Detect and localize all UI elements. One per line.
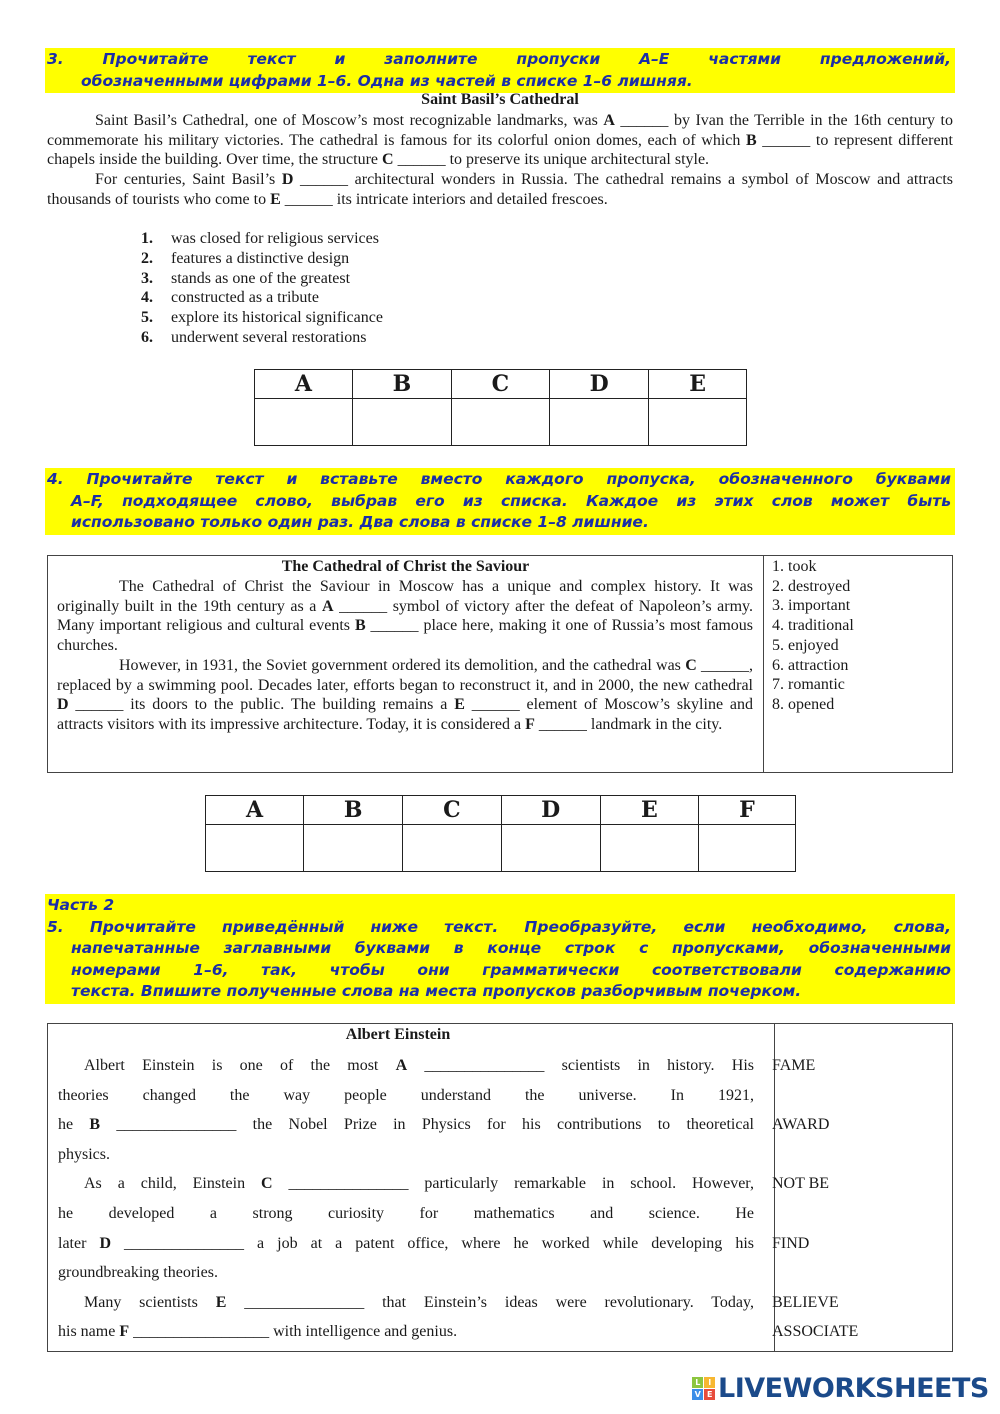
- text-segment: _______________ scientists in history. His: [407, 1057, 755, 1074]
- answer-input-e[interactable]: [649, 412, 746, 435]
- option-number: 4.: [141, 289, 153, 307]
- key-word: FAME: [772, 1057, 816, 1074]
- text-row: [48, 1258, 954, 1288]
- task4-instruction: [45, 468, 955, 535]
- gap-letter: F: [525, 715, 535, 733]
- text-row: [48, 1051, 954, 1081]
- answer-header-b: B: [304, 796, 403, 825]
- key-word: [762, 1199, 772, 1229]
- row-text: [48, 1317, 762, 1347]
- gap-letter: B: [89, 1116, 101, 1134]
- gap-letter: E: [454, 696, 465, 714]
- task3-instruction: [45, 48, 955, 93]
- text-segment: ______ to represent different chapels inside the building. Over time, the structure: [47, 131, 954, 169]
- option-number: 6.: [141, 328, 153, 346]
- text-segment: Saint Basil’s Cathedral, one of Moscow’s most recognizable landmarks, was: [95, 112, 604, 129]
- gap-letter: D: [57, 696, 69, 714]
- answer-cell-b[interactable]: [352, 399, 451, 446]
- logo-cube-icon: L I V E: [692, 1377, 715, 1400]
- answer-cell-e[interactable]: [600, 825, 698, 872]
- answer-cell-a[interactable]: [206, 825, 304, 872]
- text-row: [48, 1288, 954, 1318]
- option-text: explore its historical significance: [171, 309, 383, 327]
- task3-options: [141, 229, 383, 348]
- instruction-line: текста. Впишите полученные слова на места пропусков разборчивым почерком.: [71, 982, 802, 1000]
- part2-rows: [48, 1051, 954, 1347]
- text-row: [48, 1081, 954, 1111]
- gap-letter: C: [685, 656, 697, 674]
- answer-cell-e[interactable]: [649, 399, 747, 446]
- paragraph: [57, 656, 753, 735]
- instruction-line: использовано только один раз. Два слова в списке 1–8 лишние.: [71, 513, 649, 531]
- word-option: 2. destroyed: [772, 577, 851, 595]
- text-segment: he: [58, 1116, 90, 1134]
- answer-input-a[interactable]: [255, 412, 352, 435]
- answer-header-e: E: [600, 796, 698, 825]
- text-segment: However, in 1931, the Soviet government ordered its demolition, and the cathedral was: [119, 656, 686, 674]
- text-segment: his name: [58, 1323, 120, 1341]
- option-number: 5.: [141, 309, 153, 327]
- answer-header-b: B: [352, 370, 451, 399]
- text-segment: theories changed the way people understand the universe. In 1921,: [58, 1086, 754, 1104]
- row-text: [48, 1051, 762, 1081]
- text-row: [48, 1199, 954, 1229]
- gap-letter: C: [382, 151, 394, 169]
- text-segment: ______ landmark in the city.: [534, 715, 723, 733]
- answer-input-d[interactable]: [502, 838, 600, 861]
- task4-text: [57, 577, 753, 735]
- text-row: [48, 1140, 954, 1170]
- gap-letter: A: [395, 1057, 408, 1074]
- instruction-line: номерами 1–6, так, чтобы они грамматически соответствовали содержанию: [71, 960, 951, 979]
- option-text: constructed as a tribute: [171, 289, 319, 307]
- answer-cell-c[interactable]: [403, 825, 501, 872]
- word-option: 3. important: [772, 597, 851, 615]
- text-segment: physics.: [58, 1145, 110, 1163]
- text-segment: ______ its doors to the public. The building remains a: [68, 696, 455, 714]
- option-text: stands as one of the greatest: [171, 269, 351, 287]
- paragraph: [47, 111, 953, 170]
- option-item: [141, 269, 383, 289]
- row-text: [48, 1288, 762, 1318]
- text-row: [48, 1110, 954, 1140]
- answer-header-c: C: [451, 370, 549, 399]
- answer-cell-f[interactable]: [698, 825, 795, 872]
- answer-header-f: F: [698, 796, 795, 825]
- option-item: [141, 308, 383, 328]
- answer-input-b[interactable]: [304, 838, 402, 861]
- answer-input-e[interactable]: [601, 838, 698, 861]
- row-text: [48, 1081, 762, 1111]
- text-row: [48, 1317, 954, 1347]
- answer-header-c: C: [403, 796, 501, 825]
- part2-instruction: [45, 894, 955, 1004]
- row-text: [48, 1229, 762, 1259]
- text-segment: ______ symbol of victory after the defeat of Napoleon’s army. Many important religious and cultural events: [57, 597, 754, 635]
- text-row: [48, 1229, 954, 1259]
- text-segment: _______________ a job at a patent office, where he worked while developing his: [111, 1234, 754, 1252]
- key-word: [762, 1140, 772, 1170]
- option-item: [141, 328, 383, 348]
- answer-cell-d[interactable]: [501, 825, 600, 872]
- answer-header-a: A: [255, 370, 353, 399]
- answer-input-c[interactable]: [452, 412, 549, 435]
- word-option: 8. opened: [772, 695, 835, 713]
- answer-input-b[interactable]: [353, 412, 451, 435]
- answer-cell-c[interactable]: [451, 399, 549, 446]
- answer-input-a[interactable]: [206, 838, 303, 861]
- key-word: AWARD: [772, 1116, 830, 1134]
- text-segment: ______ its intricate interiors and detailed frescoes.: [280, 190, 608, 208]
- row-text: [48, 1258, 762, 1288]
- text-segment: Many scientists: [84, 1293, 216, 1311]
- gap-letter: C: [261, 1175, 273, 1193]
- answer-input-c[interactable]: [403, 838, 500, 861]
- text-segment: _______________ the Nobel Prize in Physics for his contributions to theoretical: [100, 1116, 754, 1134]
- answer-cell-b[interactable]: [304, 825, 403, 872]
- key-word: [762, 1081, 772, 1111]
- paragraph: [47, 170, 953, 209]
- task4-answer-table: [205, 795, 796, 872]
- text-segment: later: [58, 1234, 100, 1252]
- instruction-line: 3. Прочитайте текст и заполните пропуски А–Е частями предложений,: [47, 50, 951, 68]
- word-option: 1. took: [772, 558, 817, 575]
- option-number: 3.: [141, 269, 153, 287]
- option-item: [141, 249, 383, 269]
- task4-title: The Cathedral of Christ the Saviour: [281, 558, 530, 575]
- instruction-line: напечатанные заглавными буквами в конце строк с пропусками, обозначенными: [71, 939, 951, 957]
- answer-cell-d[interactable]: [550, 399, 649, 446]
- row-text: [48, 1140, 762, 1170]
- part2-title: Albert Einstein: [345, 1026, 451, 1043]
- text-segment: The Cathedral of Christ the Saviour in Moscow has a unique and complex history. It was originally built in the 19th century as a: [57, 578, 753, 615]
- answer-header-a: A: [206, 796, 304, 825]
- row-text: [48, 1110, 762, 1140]
- key-word: BELIEVE: [772, 1293, 839, 1311]
- text-segment: _______________ that Einstein’s ideas were revolutionary. Today,: [226, 1293, 754, 1311]
- task4-word-list: [772, 557, 854, 715]
- gap-letter: D: [281, 171, 294, 189]
- text-segment: For centuries, Saint Basil’s: [95, 171, 282, 189]
- word-option: 7. romantic: [772, 676, 845, 694]
- text-segment: groundbreaking theories.: [58, 1264, 218, 1282]
- text-segment: ______ architectural wonders in Russia. The cathedral remains a symbol of Moscow and attracts thousands of tourists who come to: [47, 171, 953, 208]
- key-word: NOT BE: [772, 1175, 830, 1193]
- option-number: 2.: [141, 249, 153, 267]
- option-text: was closed for religious services: [171, 230, 379, 247]
- text-segment: Albert Einstein is one of the most: [84, 1057, 396, 1074]
- gap-letter: B: [746, 131, 757, 149]
- option-number: 1.: [141, 230, 153, 247]
- text-segment: ______, replaced by a swimming pool. Decades later, efforts began to reconstruct it, and in 2000, the new cathedral: [57, 656, 754, 694]
- gap-letter: E: [270, 190, 281, 208]
- text-segment: he developed a strong curiosity for mathematics and science. He: [58, 1204, 754, 1222]
- answer-header-d: D: [501, 796, 600, 825]
- gap-letter: F: [119, 1323, 130, 1341]
- option-item: [141, 288, 383, 308]
- paragraph: [57, 577, 753, 656]
- text-row: [48, 1169, 954, 1199]
- task4-text-box: [47, 555, 953, 773]
- answer-header-d: D: [550, 370, 649, 399]
- row-text: [48, 1199, 762, 1229]
- instruction-line: обозначенными цифрами 1–6. Одна из частей в списке 1–6 лишняя.: [81, 71, 693, 90]
- part-label: Часть 2: [47, 896, 115, 914]
- text-segment: ______ to preserve its unique architectural style.: [393, 151, 710, 169]
- text-segment: _________________ with intelligence and genius.: [129, 1323, 458, 1341]
- task3-text: [47, 111, 953, 210]
- gap-letter: D: [99, 1234, 111, 1252]
- text-segment: ______ by Ivan the Terrible in the 16th century to commemorate his military victories. The cathedral is famous for its colorful onion domes, each of which: [47, 112, 954, 149]
- row-text: [48, 1169, 762, 1199]
- option-text: underwent several restorations: [171, 328, 367, 346]
- answer-input-f[interactable]: [699, 838, 795, 861]
- task3-answer-table: [254, 369, 747, 446]
- key-word: ASSOCIATE: [772, 1323, 859, 1341]
- word-option: 4. traditional: [772, 617, 854, 635]
- gap-letter: A: [321, 597, 334, 615]
- instruction-line: А–F, подходящее слово, выбрав его из списка. Каждое из этих слов может быть: [71, 491, 951, 510]
- word-option: 5. enjoyed: [772, 636, 839, 654]
- instruction-line: 5. Прочитайте приведённый ниже текст. Преобразуйте, если необходимо, слова,: [47, 917, 951, 936]
- gap-letter: B: [354, 617, 366, 635]
- text-segment: ______ element of Moscow’s skyline and attracts visitors with its impressive architecture. Today, it is considered a: [57, 696, 753, 733]
- answer-header-e: E: [649, 370, 747, 399]
- key-word: FIND: [772, 1234, 810, 1252]
- instruction-line: 4. Прочитайте текст и вставьте вместо каждого пропуска, обозначенного буквами: [47, 470, 951, 488]
- answer-input-d[interactable]: [550, 412, 648, 435]
- option-item: [141, 229, 383, 249]
- liveworksheets-logo[interactable]: [692, 1373, 989, 1404]
- gap-letter: A: [603, 112, 615, 129]
- option-text: features a distinctive design: [171, 249, 350, 267]
- text-segment: _______________ particularly remarkable in school. However,: [272, 1175, 754, 1193]
- word-option: 6. attraction: [772, 656, 849, 674]
- text-segment: ______ place here, making it one of Russia’s most famous churches.: [57, 617, 754, 655]
- gap-letter: E: [215, 1293, 227, 1311]
- key-word: [762, 1258, 772, 1288]
- logo-text: LIVEWORKSHEETS: [718, 1373, 989, 1404]
- answer-cell-a[interactable]: [255, 399, 353, 446]
- text-segment: As a child, Einstein: [84, 1175, 261, 1193]
- task3-title: Saint Basil’s Cathedral: [421, 91, 579, 108]
- part2-text-box: [47, 1023, 953, 1352]
